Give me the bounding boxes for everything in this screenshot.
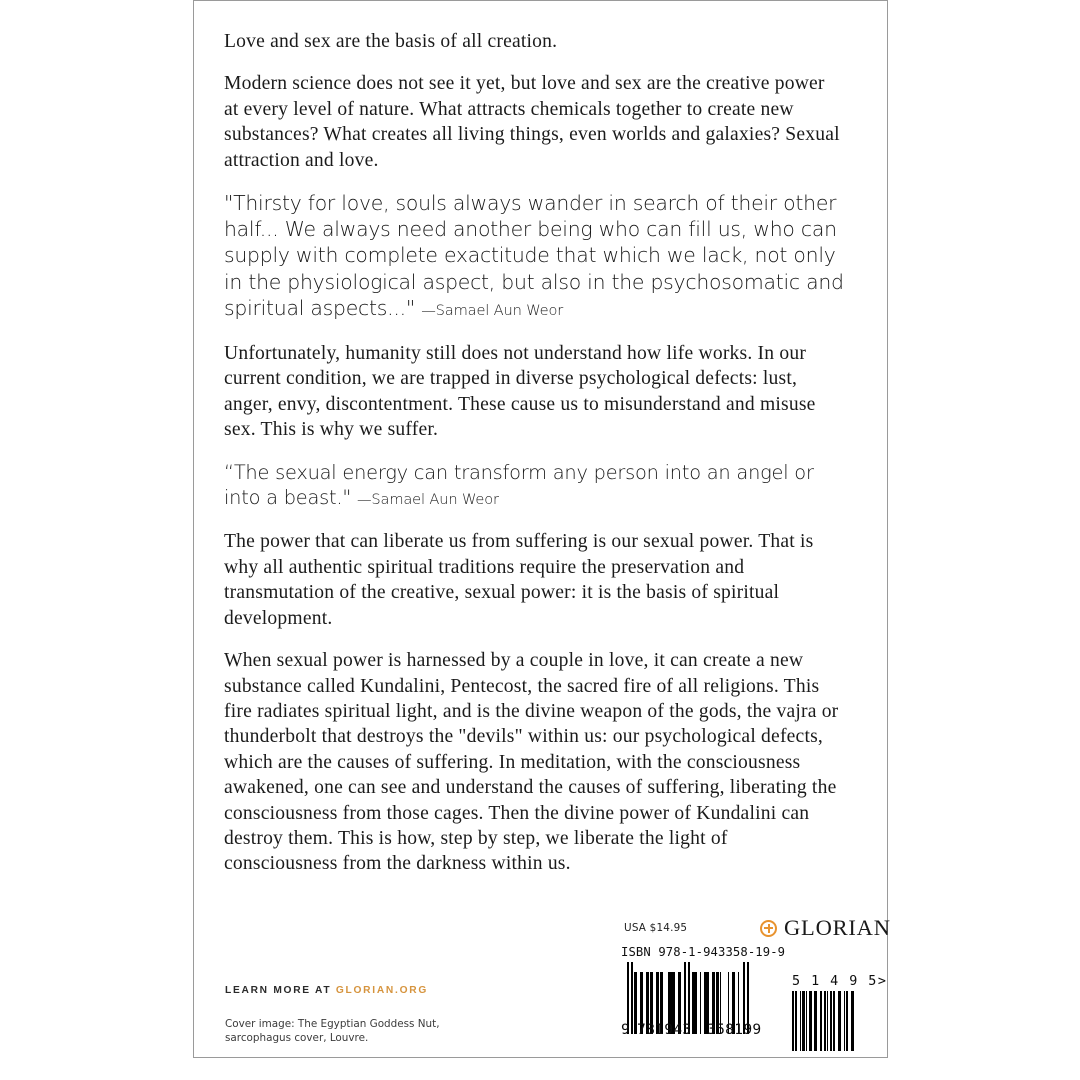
ean5-addon-bars [792, 991, 860, 1051]
isbn-line [621, 945, 861, 959]
pull-quote-thirsty [224, 190, 844, 324]
barcode-block [621, 945, 888, 1038]
book-back-cover [193, 0, 891, 1058]
pull-quote-text: “The sexual energy can transform any person into an angel or into a beast." [224, 460, 814, 510]
paragraph-intro: Love and sex are the basis of all creation. [224, 31, 558, 52]
learn-more-line[interactable] [225, 985, 428, 996]
paragraph-unfortunately: Unfortunately, humanity still does not understand how life works. In our current condition, we are trapped in diverse psychological defects: lust, anger, envy, discontentment. These cause us to misunderstand and misuse sex. This is why we suffer. [224, 343, 816, 441]
ean-left-digits: 781943 [637, 1021, 692, 1038]
paragraph-when-sexual-power: When sexual power is harnessed by a couple in love, it can create a new substance called Kundalini, Pentecost, the sacred fire of all religions. This fire radiates spiritual light, and is the divine weapon of the gods, the vajra or thunderbolt that destroys the "devils" within us: our psychological defects, which are the causes of suffering. In meditation, with the consciousness awakened, one can see and understand the causes of suffering, liberating the consciousness from those cages. Then the divine power of Kundalini can destroy them. This is how, step by step, we liberate the light of consciousness from the darkness within us. [224, 650, 839, 875]
cover-image-credit: Cover image: The Egyptian Goddess Nut, sarcophagus cover, Louvre. [225, 1018, 440, 1044]
addon-digits: 5 1 4 9 5> [792, 974, 888, 989]
publisher-wordmark: GLORIAN [784, 915, 891, 940]
circled-cross-icon [760, 920, 777, 937]
price-label: USA $14.95 [624, 922, 688, 934]
pull-quote-text: "Thirsty for love, souls always wander in search of their other half... We always need another being who can fill us, who can supply with complete exactitude that which we lack, not only in the physiological aspect, but also in the psychosomatic and spiritual aspects..." [224, 191, 844, 320]
ean-right-digits: 358199 [707, 1021, 762, 1038]
isbn-number: 978-1-943358-19-9 [658, 945, 786, 959]
publisher-logo [760, 917, 891, 940]
pull-quote-sexual-energy [224, 460, 844, 513]
back-cover-copy [224, 29, 844, 894]
pull-quote-attribution: —Samael Aun Weor [356, 491, 499, 509]
paragraph-the-power: The power that can liberate us from suffering is our sexual power. That is why all authentic spiritual traditions require the preservation and transmutation of the creative, sexual power: it is the basis of spiritual development. [224, 531, 814, 629]
ean5-addon [792, 974, 888, 1051]
learn-more-label: LEARN MORE AT [225, 985, 332, 996]
glorian-org-link[interactable]: GLORIAN.ORG [335, 985, 428, 996]
paragraph-modern-science: Modern science does not see it yet, but love and sex are the creative power at every level of nature. What attracts chemicals together to create new substances? What creates all living things, even worlds and galaxies? Sexual attraction and love. [224, 73, 840, 171]
isbn-label: ISBN [621, 945, 651, 959]
ean-lead-digit: 9 [621, 1021, 631, 1038]
pull-quote-attribution: —Samael Aun Weor [421, 301, 564, 319]
